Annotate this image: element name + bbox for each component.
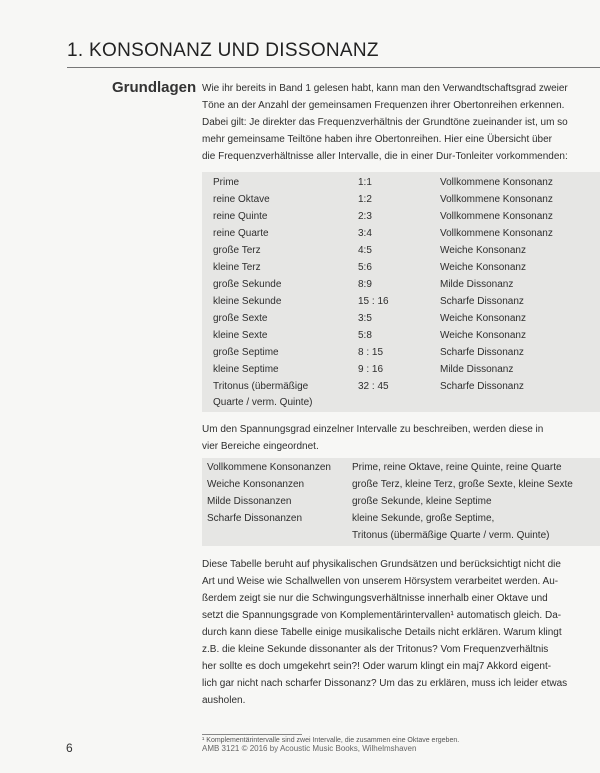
interval-cell: Tritonus (übermäßige — [213, 381, 309, 392]
text-line: mehr gemeinsame Teiltöne haben ihre Obertonreihen. Hier eine Übersicht über — [202, 134, 553, 145]
category-cell: Vollkommene Konsonanz — [440, 177, 553, 188]
footnote: ¹ Komplementärintervalle sind zwei Intervalle, die zusammen eine Oktave ergeben. — [202, 737, 460, 744]
heading-divider — [67, 67, 600, 68]
category-cell: Vollkommene Konsonanzen — [207, 462, 331, 473]
text-line: vier Bereiche eingeordnet. — [202, 441, 319, 452]
category-cell: Scharfe Dissonanzen — [207, 513, 303, 524]
interval-cell: große Sekunde — [213, 279, 282, 290]
table-row — [202, 364, 600, 381]
ratio-cell: 8:9 — [358, 279, 372, 290]
table-row — [202, 245, 600, 262]
table-row — [202, 296, 600, 313]
interval-cell: große Septime — [213, 347, 279, 358]
text-line: Art und Weise wie Schallwellen von unserem Hörsystem verarbeitet werden. Au- — [202, 576, 559, 587]
text-line: durch kann diese Tabelle einige musikalische Details nicht erklären. Warum klingt — [202, 627, 562, 638]
category-cell: Vollkommene Konsonanz — [440, 211, 553, 222]
category-table — [202, 458, 600, 546]
interval-cell: reine Quarte — [213, 228, 269, 239]
closing-paragraph — [202, 556, 600, 709]
ratio-cell: 8 : 15 — [358, 347, 384, 358]
category-cell: Vollkommene Konsonanz — [440, 228, 553, 239]
category-cell: Vollkommene Konsonanz — [440, 194, 553, 205]
table-row — [202, 211, 600, 228]
chapter-heading: 1. KONSONANZ UND DISSONANZ — [67, 40, 379, 61]
category-cell: Weiche Konsonanz — [440, 245, 526, 256]
text-line: ausholen. — [202, 695, 246, 706]
interval-cell: reine Oktave — [213, 194, 270, 205]
ratio-cell: 3:4 — [358, 228, 372, 239]
interval-cell: kleine Sexte — [213, 330, 268, 341]
table-row — [202, 194, 600, 211]
intervals-cell: große Terz, kleine Terz, große Sexte, kleine Sexte — [352, 479, 573, 490]
ratio-cell: 5:8 — [358, 330, 372, 341]
table-row — [202, 177, 600, 194]
text-line: Diese Tabelle beruht auf physikalischen Grundsätzen und berücksichtigt nicht die — [202, 559, 561, 570]
interval-cell: reine Quinte — [213, 211, 268, 222]
footnote-divider — [202, 734, 302, 735]
interval-cell: kleine Terz — [213, 262, 261, 273]
section-label: Grundlagen — [112, 79, 197, 96]
text-line: her sollte es doch umgekehrt sein?! Oder warum klingt ein maj7 Akkord eigent- — [202, 661, 552, 672]
page-footer: AMB 3121 © 2016 by Acoustic Music Books, Wilhelmshaven — [202, 744, 417, 753]
ratio-cell: 2:3 — [358, 211, 372, 222]
interval-cell: kleine Septime — [213, 364, 279, 375]
interval-ratio-table — [202, 172, 600, 412]
category-cell: Scharfe Dissonanz — [440, 347, 524, 358]
table-row — [202, 330, 600, 347]
table-row — [202, 279, 600, 296]
ratio-cell: 1:1 — [358, 177, 372, 188]
category-cell: Milde Dissonanz — [440, 364, 514, 375]
category-cell: Weiche Konsonanz — [440, 313, 526, 324]
intro-paragraph — [202, 80, 600, 165]
text-line: die Frequenzverhältnisse aller Intervalle, die in einer Dur-Tonleiter vorkommenden: — [202, 151, 568, 162]
ratio-cell: 1:2 — [358, 194, 372, 205]
text-line: Töne an der Anzahl der gemeinsamen Frequenzen ihrer Obertonreihen erkennen. — [202, 100, 565, 111]
intervals-cell: kleine Sekunde, große Septime, — [352, 513, 495, 524]
category-cell: Weiche Konsonanzen — [207, 479, 305, 490]
ratio-cell: 32 : 45 — [358, 381, 389, 392]
table-row — [202, 347, 600, 364]
ratio-cell: 3:5 — [358, 313, 372, 324]
text-line: lich gar nicht nach scharfer Dissonanz? Um das zu erklären, muss ich leider etwas — [202, 678, 568, 689]
category-cell: Weiche Konsonanz — [440, 330, 526, 341]
page-number: 6 — [66, 741, 73, 755]
text-line: Dabei gilt: Je direkter das Frequenzverhältnis der Grundtöne zueinander ist, um so — [202, 117, 568, 128]
interval-cell: Prime — [213, 177, 240, 188]
text-line: Um den Spannungsgrad einzelner Intervalle zu beschreiben, werden diese in — [202, 424, 544, 435]
category-cell: Weiche Konsonanz — [440, 262, 526, 273]
interval-cell: Quarte / verm. Quinte) — [213, 397, 313, 408]
table-row — [202, 397, 600, 414]
interval-cell: kleine Sekunde — [213, 296, 282, 307]
text-line: z.B. die kleine Sekunde dissonanter als der Tritonus? Vom Frequenzverhältnis — [202, 644, 549, 655]
ratio-cell: 9 : 16 — [358, 364, 384, 375]
ratio-cell: 15 : 16 — [358, 296, 389, 307]
table-row — [202, 381, 600, 398]
table-row — [202, 262, 600, 279]
intervals-cell: große Sekunde, kleine Septime — [352, 496, 492, 507]
middle-paragraph — [202, 421, 600, 455]
intervals-cell: Prime, reine Oktave, reine Quinte, reine Quarte — [352, 462, 562, 473]
category-cell: Scharfe Dissonanz — [440, 381, 524, 392]
interval-cell: große Sexte — [213, 313, 268, 324]
category-cell: Scharfe Dissonanz — [440, 296, 524, 307]
interval-cell: große Terz — [213, 245, 261, 256]
intervals-cell: Tritonus (übermäßige Quarte / verm. Quinte) — [352, 530, 550, 541]
ratio-cell: 4:5 — [358, 245, 372, 256]
ratio-cell: 5:6 — [358, 262, 372, 273]
table-row — [202, 313, 600, 330]
category-cell: Milde Dissonanzen — [207, 496, 292, 507]
text-line: setzt die Spannungsgrade von Komplementärintervallen¹ automatisch gleich. Da- — [202, 610, 562, 621]
text-line: ßerdem zeigt sie nur die Schwingungsverhältnisse innerhalb einer Oktave und — [202, 593, 548, 604]
category-cell: Milde Dissonanz — [440, 279, 514, 290]
table-row — [202, 228, 600, 245]
text-line: Wie ihr bereits in Band 1 gelesen habt, kann man den Verwandtschaftsgrad zweier — [202, 83, 568, 94]
